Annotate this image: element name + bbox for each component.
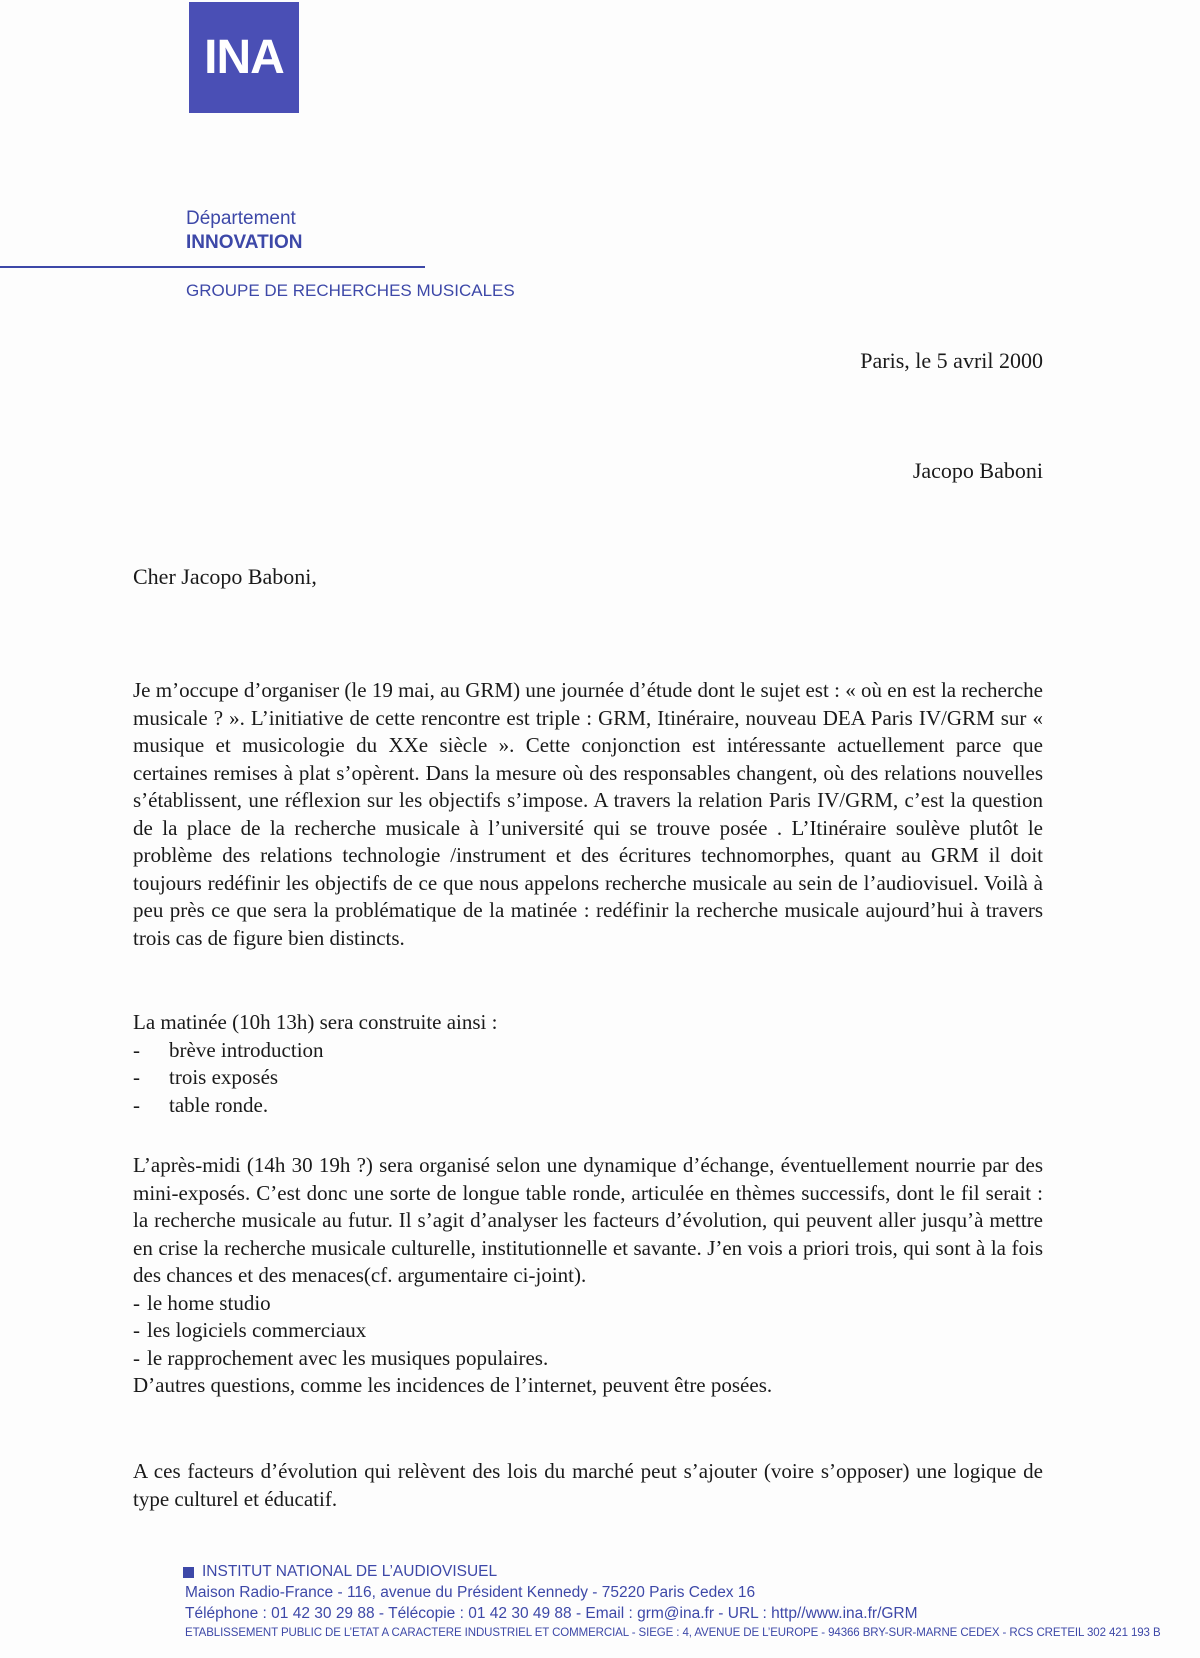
footer-title — [185, 1562, 1161, 1582]
group-label: GROUPE DE RECHERCHES MUSICALES — [186, 281, 515, 300]
department-label: Département — [186, 208, 296, 229]
list-item: - brève introduction — [133, 1037, 324, 1062]
logo-text: INA — [204, 31, 284, 84]
paragraph-afternoon: L’après-midi (14h 30 19h ?) sera organisé selon une dynamique d’échange, éventuellement nourrie par des mini-exposés. C’est donc une sorte de longue table ronde, articulée en thèmes successifs, dont le fil serait : la recherche musicale au futur. Il s’agit d’analyser les facteurs d’évolution, qui peuvent aller jusqu’à mettre en crise la recherche musicale culturelle, institutionnelle et savante. J’en vois a priori trois, qui sont à la fois des chances et des menaces(cf. argumentaire ci-joint). — [133, 1153, 1043, 1287]
list-item: - le home studio — [133, 1290, 271, 1315]
institute-name: INSTITUT NATIONAL DE L’AUDIOVISUEL — [202, 1563, 498, 1580]
header-divider — [0, 266, 425, 268]
matinee-section — [133, 1009, 1043, 1119]
greeting: Cher Jacopo Baboni, — [133, 564, 317, 589]
list-item: - trois exposés — [133, 1065, 279, 1089]
letterhead-footer — [185, 1562, 1161, 1642]
list-item: - le rapprochement avec les musiques populaires. — [133, 1345, 549, 1370]
paragraph-closing: A ces facteurs d’évolution qui relèvent des lois du marché peut s’ajouter (voire s’opposer) une logique de type culturel et éducatif. — [133, 1459, 1043, 1511]
list-item: - les logiciels commerciaux — [133, 1318, 367, 1342]
division-label: INNOVATION — [186, 232, 303, 253]
ina-logo — [189, 2, 299, 113]
square-bullet-icon — [183, 1567, 194, 1578]
recipient-name: Jacopo Baboni — [912, 458, 1043, 483]
footer-contact: Téléphone : 01 42 30 29 88 - Télécopie : 01 42 30 49 88 - Email : grm@ina.fr - URL : http//www.ina.fr/GRM — [185, 1605, 918, 1622]
list-item: - table ronde. — [133, 1092, 269, 1117]
footer-legal: ETABLISSEMENT PUBLIC DE L’ETAT A CARACTERE INDUSTRIEL ET COMMERCIAL - SIEGE : 4, AVENUE DE L’EUROPE - 94366 BRY-SUR-MARNE CEDEX - RCS CRETEIL 302 421 193 B — [185, 1627, 1161, 1639]
afternoon-section — [133, 1152, 1043, 1400]
footer-address: Maison Radio-France - 116, avenue du Président Kennedy - 75220 Paris Cedex 16 — [185, 1584, 756, 1601]
paragraph-intro: Je m’occupe d’organiser (le 19 mai, au GRM) une journée d’étude dont le sujet est : « où en est la recherche musicale ? ». L’initiative de cette rencontre est triple : GRM, Itinéraire, nouveau DEA Paris IV/GRM sur « musique et musicologie du XXe siècle ». Cette conjonction est intéressante actuellement parce que certaines remises à plat s’opèrent. Dans la mesure où des responsables changent, où des relations nouvelles s’établissent, une réflexion sur les objectifs s’impose. A travers la relation Paris IV/GRM, c’est la question de la place de la recherche musicale à l’université qui se trouve posée . L’Itinéraire soulève plutôt le problème des relations technologie /instrument et des écritures technomorphes, quant au GRM il doit toujours redéfinir les objectifs de ce que nous appelons recherche musicale au sein de l’audiovisuel. Voilà à peu près ce que sera la problématique de la matinée : redéfinir la recherche musicale aujourd’hui à travers trois cas de figure bien distincts. — [133, 678, 1043, 950]
matinee-intro: La matinée (10h 13h) sera construite ainsi : — [133, 1010, 498, 1034]
letter-date: Paris, le 5 avril 2000 — [860, 348, 1043, 373]
paragraph-questions: D’autres questions, comme les incidences de l’internet, peuvent être posées. — [133, 1373, 773, 1397]
